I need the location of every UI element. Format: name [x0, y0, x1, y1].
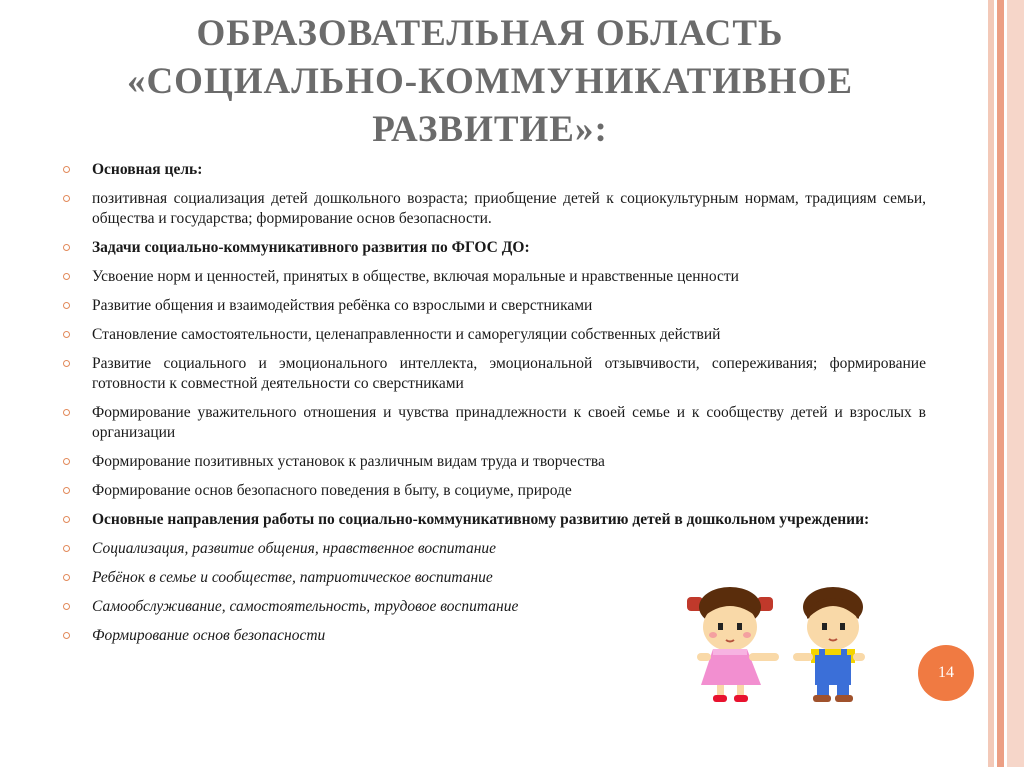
bullet-icon	[63, 195, 70, 202]
bullet-icon	[63, 409, 70, 416]
list-item: Развитие общения и взаимодействия ребёнка со взрослыми и сверстниками	[60, 296, 926, 316]
bullet-icon	[63, 516, 70, 523]
bullet-icon	[63, 360, 70, 367]
list-item: Самообслуживание, самостоятельность, трудовое воспитание	[60, 597, 926, 617]
bullet-icon	[63, 603, 70, 610]
list-item: Основная цель:	[60, 160, 926, 180]
bullet-icon	[63, 273, 70, 280]
boy-figure	[793, 587, 865, 702]
bullet-icon	[63, 487, 70, 494]
list-item: Усвоение норм и ценностей, принятых в обществе, включая моральные и нравственные ценности	[60, 267, 926, 287]
slide-title	[60, 10, 920, 154]
bullet-icon	[63, 244, 70, 251]
girl-figure	[687, 587, 779, 702]
list-item: позитивная социализация детей дошкольного возраста; приобщение детей к социокультурным нормам, традициям семьи, общества и государства; формирование основ безопасности.	[60, 189, 926, 229]
list-item: Задачи социально-коммуникативного развития по ФГОС ДО:	[60, 238, 926, 258]
list-item: Формирование уважительного отношения и чувства принадлежности к своей семье и к сообществу детей и взрослых в организации	[60, 403, 926, 443]
list-item: Ребёнок в семье и сообществе, патриотическое воспитание	[60, 568, 926, 588]
title-line-1: ОБРАЗОВАТЕЛЬНАЯ ОБЛАСТЬ	[196, 13, 784, 54]
bullet-icon	[63, 302, 70, 309]
list-item: Основные направления работы по социально-коммуникативному развитию детей в дошкольном учреждении:	[60, 510, 926, 530]
list-item: Социализация, развитие общения, нравственное воспитание	[60, 539, 926, 559]
page-number-badge	[918, 645, 974, 701]
title-line-2: «СОЦИАЛЬНО-КОММУНИКАТИВНОЕ	[126, 61, 854, 102]
decorative-side-stripes	[984, 0, 1024, 767]
bullet-icon	[63, 574, 70, 581]
bullet-icon	[63, 545, 70, 552]
list-item: Формирование позитивных установок к различным видам труда и творчества	[60, 452, 926, 472]
page-number: 14	[938, 664, 954, 681]
bullet-icon	[63, 331, 70, 338]
title-line-3: РАЗВИТИЕ»:	[372, 109, 608, 150]
children-clipart-icon	[683, 585, 878, 710]
list-item: Развитие социального и эмоционального интеллекта, эмоциональной отзывчивости, сопереживания; формирование готовности к совместной деятельности со сверстниками	[60, 354, 926, 394]
list-item: Становление самостоятельности, целенаправленности и саморегуляции собственных действий	[60, 325, 926, 345]
bullet-icon	[63, 166, 70, 173]
list-item: Формирование основ безопасности	[60, 626, 926, 646]
list-item: Формирование основ безопасного поведения в быту, в социуме, природе	[60, 481, 926, 501]
bullet-icon	[63, 458, 70, 465]
bullet-icon	[63, 632, 70, 639]
bullet-list	[60, 160, 926, 655]
